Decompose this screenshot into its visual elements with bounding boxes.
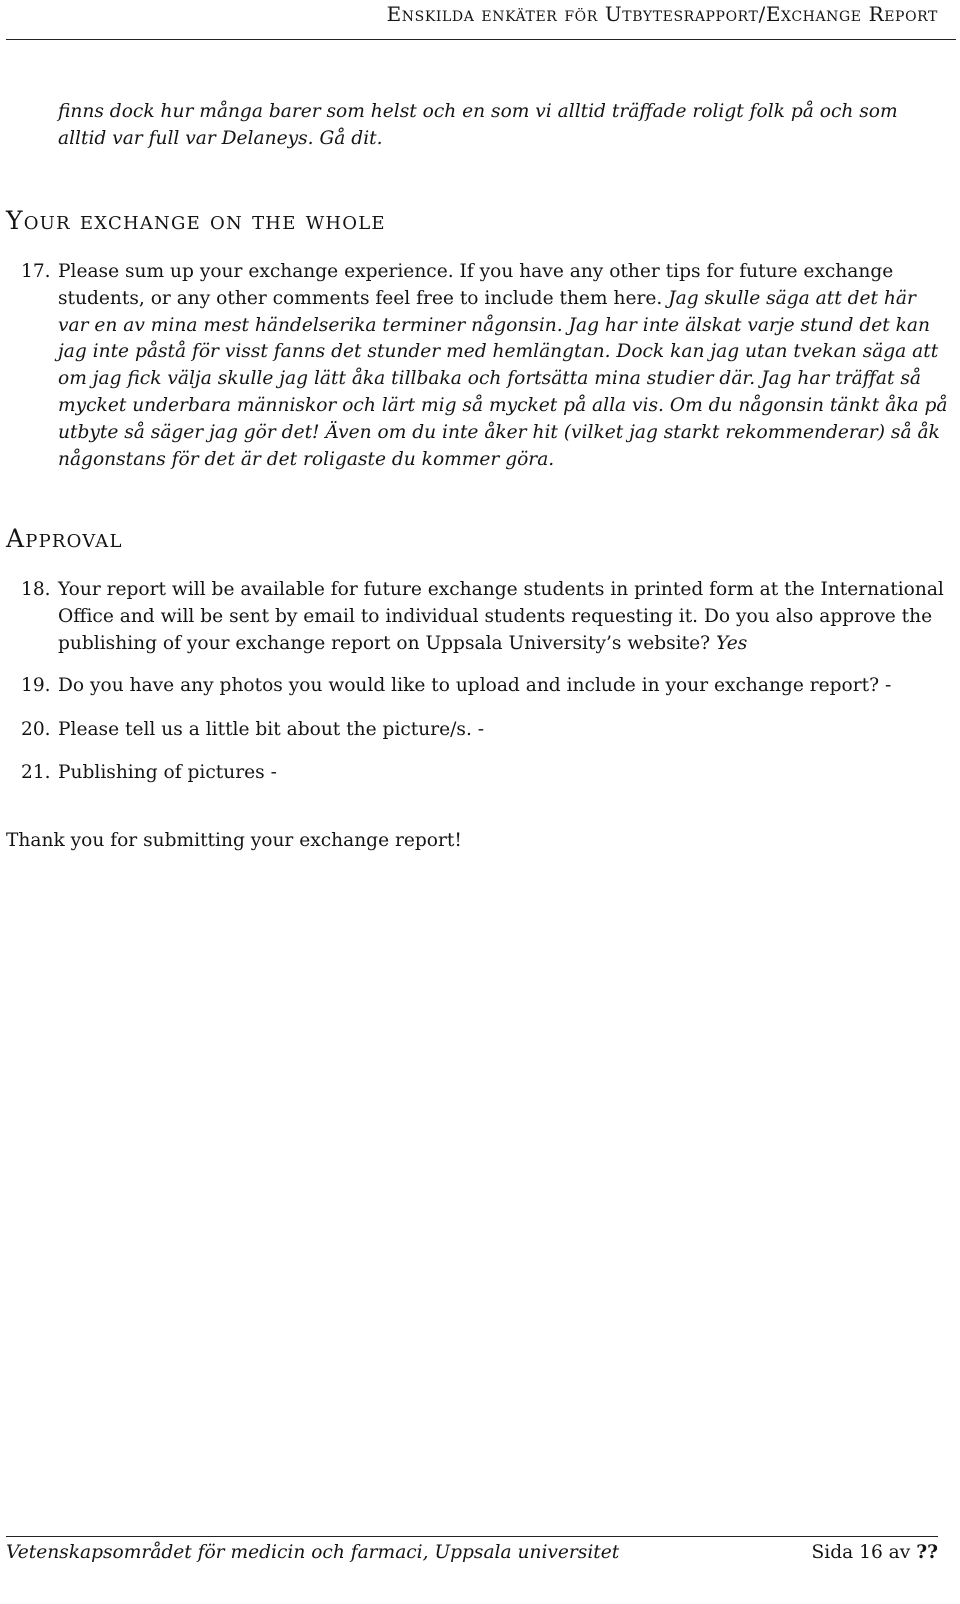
page-number xyxy=(812,1542,938,1563)
question-20 xyxy=(6,717,948,744)
continuation-paragraph: finns dock hur många barer som helst och en som vi alltid träffade roligt folk på och som alltid var full var Delaneys. Gå dit. xyxy=(58,101,898,149)
running-header: Enskilda enkäter för Utbytesrapport/Exchange Report xyxy=(386,2,938,26)
section-heading-approval: Approval xyxy=(6,524,123,553)
question-body xyxy=(58,577,948,657)
question-17 xyxy=(6,259,948,473)
question-body xyxy=(58,673,948,700)
question-18 xyxy=(6,577,948,657)
question-text: Please tell us a little bit about the picture/s. - xyxy=(58,719,485,740)
footer-institution: Vetenskapsområdet för medicin och farmaci, Uppsala universitet xyxy=(6,1542,620,1563)
question-number: 17. xyxy=(21,261,51,282)
answer-text: Yes xyxy=(716,632,748,654)
question-text: Your report will be available for future exchange students in printed form at the International Office and will be sent by email to individual students requesting it. Do you also approve the publishing of your exchange report on Uppsala University’s website? xyxy=(58,579,944,654)
question-number: 20. xyxy=(21,719,51,740)
question-21 xyxy=(6,760,948,787)
answer-text: Jag skulle säga att det här var en av mina mest händelserika terminer någonsin. Jag har inte älskat varje stund det kan jag inte påstå för visst fanns det stunder med hemlängtan. Dock kan jag utan tvekan säga att om jag fick välja skulle jag lätt åka tillbaka och fortsätta mina studier där. Jag har träffat så mycket underbara människor och lärt mig så mycket på alla vis. Om du någonsin tänkt åka på utbyte så säger jag gör det! Även om du inte åker hit (vilket jag starkt rekommenderar) så åk någonstans för det är det roligaste du kommer göra. xyxy=(58,287,948,470)
header-rule xyxy=(6,39,956,40)
thank-you-message: Thank you for submitting your exchange report! xyxy=(6,830,462,851)
page-number-prefix: Sida 16 av xyxy=(811,1542,911,1563)
question-body xyxy=(58,259,948,473)
footer-rule xyxy=(6,1536,938,1537)
question-19 xyxy=(6,673,948,700)
question-text: Do you have any photos you would like to upload and include in your exchange report? - xyxy=(58,675,892,696)
section-heading-whole: Your exchange on the whole xyxy=(6,206,386,235)
question-body xyxy=(58,760,948,787)
question-text: Please sum up your exchange experience. If you have any other tips for future exchange students, or any other comments feel free to include them here. xyxy=(58,261,894,309)
question-number: 21. xyxy=(21,762,51,783)
question-text: Publishing of pictures - xyxy=(58,762,277,783)
question-number: 19. xyxy=(21,675,51,696)
page-number-total: ?? xyxy=(916,1542,938,1563)
question-body xyxy=(58,717,948,744)
question-number: 18. xyxy=(21,579,51,600)
